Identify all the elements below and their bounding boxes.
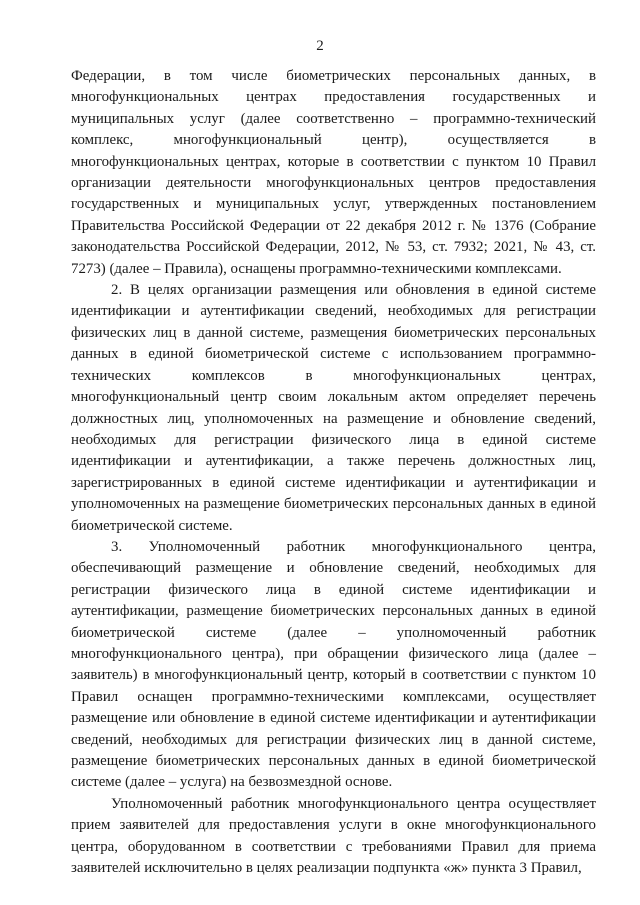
paragraph-item-3: 3. Уполномоченный работник многофункционального центра, обеспечивающий размещение и обновление сведений, необходимых для регистрации физического лица в единой системе идентификации и аутентификации, размещение биометрических персональных данных в единой биометрической системе (далее – уполномоченный работник многофункционального центра), при обращении физического лица (далее – заявитель) в многофункциональный центр, который в соответствии с пунктом 10 Правил оснащен программно-техническими комплексами, осуществляет размещение или обновление в единой системе идентификации и аутентификации сведений, необходимых для регистрации физических лиц в данной системе, размещение биометрических персональных данных в единой биометрической системе (далее – услуга) на безвозмездной основе. <box>71 538 596 791</box>
paragraph-reception: Уполномоченный работник многофункционального центра осуществляет прием заявителей для предоставления услуги в окне многофункционального центра, оборудованном в соответствии с требованиями Правил для приема заявителей исключительно в целях реализации подпункта «ж» пункта 3 Правил, <box>71 795 596 877</box>
page-number: 2 <box>316 38 324 54</box>
paragraph-item-2: 2. В целях организации размещения или обновления в единой системе идентификации и аутентификации сведений, необходимых для регистрации физических лиц в данной системе, размещения биометрических персональных данных в единой биометрической системе с использованием программно-технических комплексов в многофункциональных центрах, многофункциональный центр своим локальным актом определяет перечень должностных лиц, уполномоченных на размещение и обновление сведений, необходимых для регистрации физического лица в единой системе идентификации и аутентификации, а также перечень должностных лиц, зарегистрированных в единой системе идентификации и аутентификации и уполномоченных на размещение биометрических персональных данных в единой биометрической системе. <box>71 282 596 534</box>
paragraph-continuation: Федерации, в том числе биометрических персональных данных, в многофункциональных центрах предоставления государственных и муниципальных услуг (далее соответственно – программно-технический комплекс, многофункциональный центр), осуществляется в многофункциональных центрах, которые в соответствии с пунктом 10 Правил организации деятельности многофункциональных центров предоставления государственных и муниципальных услуг, утвержденных постановлением Правительства Российской Федерации от 22 декабря 2012 г. № 1376 (Собрание законодательства Российской Федерации, 2012, № 53, ст. 7932; 2021, № 43, ст. 7273) (далее – Правила), оснащены программно-техническими комплексами. <box>71 68 596 277</box>
document-body <box>71 66 596 879</box>
